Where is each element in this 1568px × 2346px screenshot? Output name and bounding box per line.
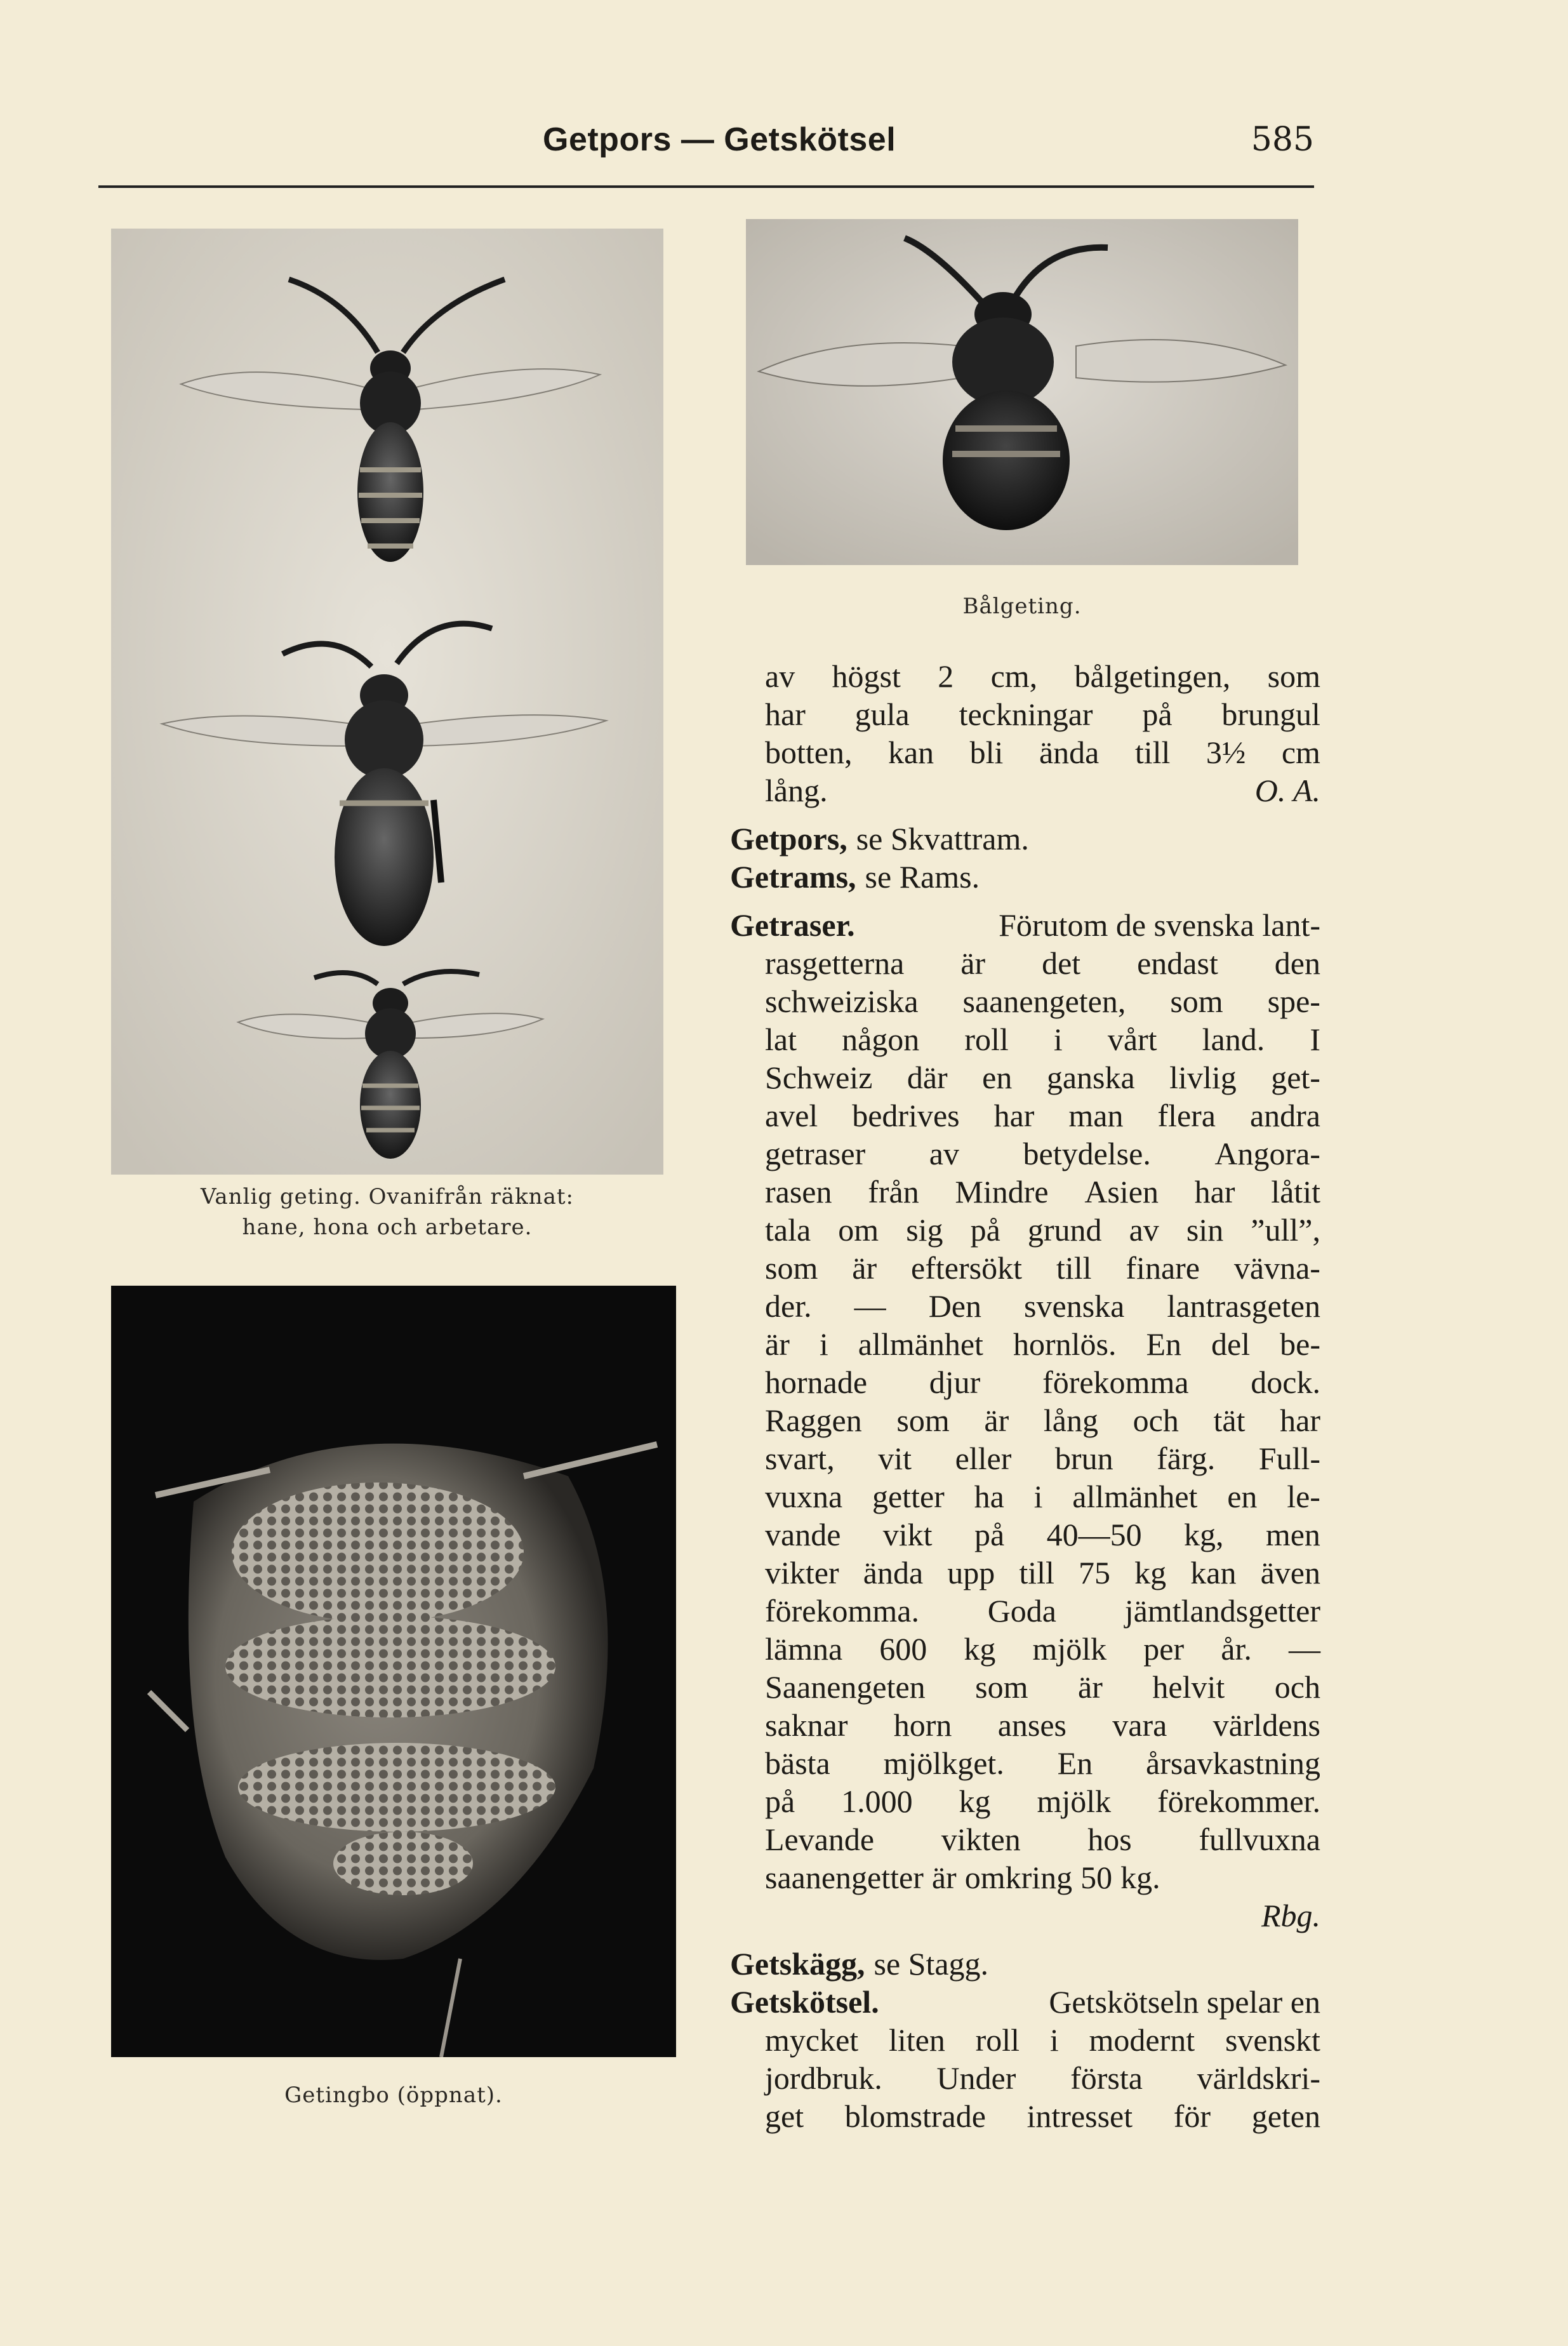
wasps-caption-line2: hane, hona och arbetare. xyxy=(242,1215,533,1240)
entry-getpors xyxy=(730,820,1320,858)
text-line: hornade djur förekomma dock. xyxy=(765,1364,1320,1400)
entry-getskotsel xyxy=(730,1983,1320,2021)
entry-getraser xyxy=(730,906,1320,944)
running-title: Getpors — Getskötsel xyxy=(543,121,896,158)
text-line: getraser av betydelse. Angora- xyxy=(765,1136,1320,1171)
article-column xyxy=(730,657,1320,2135)
signature: Rbg. xyxy=(1261,1898,1320,1933)
text-line: avel bedrives har man flera andra xyxy=(765,1098,1320,1133)
text-line: förekomma. Goda jämtlandsgetter xyxy=(765,1593,1320,1629)
entry-rest: se Rams. xyxy=(865,859,980,895)
text-line: Saanengeten som är helvit och xyxy=(765,1669,1320,1705)
text-line: lat någon roll i vårt land. I xyxy=(765,1022,1320,1057)
text-line: bästa mjölkget. En årsavkastning xyxy=(765,1745,1320,1781)
entry-term: Getrams, xyxy=(730,859,856,895)
text-line: vuxna getter ha i allmänhet en le- xyxy=(765,1479,1320,1514)
signature: O. A. xyxy=(1254,773,1320,808)
entry-rest: se Skvattram. xyxy=(856,821,1029,856)
getskotsel-body xyxy=(730,2021,1320,2135)
entry-rest: Getskötseln spelar en xyxy=(1049,1984,1320,2020)
entry-term: Getpors, xyxy=(730,821,847,856)
text-line: saknar horn anses vara världens xyxy=(765,1707,1320,1743)
text-line: der. — Den svenska lantrasgeten xyxy=(765,1288,1320,1324)
text-line: botten, kan bli ända till 3½ cm xyxy=(765,735,1320,770)
entry-term: Getskägg, xyxy=(730,1946,865,1982)
text-line: rasgetterna är det endast den xyxy=(765,945,1320,981)
entry-rest: Förutom de svenska lant- xyxy=(999,907,1320,943)
text-line: lämna 600 kg mjölk per år. — xyxy=(765,1631,1320,1667)
text-line: på 1.000 kg mjölk förekommer. xyxy=(765,1783,1320,1819)
wasps-caption-line1: Vanlig geting. Ovanifrån räknat: xyxy=(201,1184,574,1210)
nest-caption: Getingbo (öppnat). xyxy=(284,2083,503,2108)
page-header xyxy=(98,121,1314,171)
text-line: är i allmänhet hornlös. En del be- xyxy=(765,1326,1320,1362)
entry-getskagg xyxy=(730,1945,1320,1983)
page-number: 585 xyxy=(1251,121,1314,159)
text-line: som är eftersökt till finare vävna- xyxy=(765,1250,1320,1286)
text-line-word: lång. xyxy=(765,773,828,808)
text-line xyxy=(730,771,1320,810)
text-line: tala om sig på grund av sin ”ull”, xyxy=(765,1212,1320,1248)
text-line: svart, vit eller brun färg. Full- xyxy=(765,1441,1320,1476)
entry-getrams xyxy=(730,858,1320,896)
text-line: saanengetter är omkring 50 kg. xyxy=(765,1860,1160,1895)
text-line: schweiziska saanengeten, som spe- xyxy=(765,983,1320,1019)
text-line: vande vikt på 40—50 kg, men xyxy=(765,1517,1320,1552)
header-rule xyxy=(98,185,1314,188)
hornet-caption: Bålgeting. xyxy=(962,594,1082,619)
wasps-caption xyxy=(111,1184,663,1240)
hornet-photo xyxy=(746,219,1298,565)
text-line: mycket liten roll i modernt svenskt xyxy=(765,2022,1320,2058)
text-line: av högst 2 cm, bålgetingen, som xyxy=(765,658,1320,694)
text-line: get blomstrade intresset för geten xyxy=(765,2098,1320,2134)
entry-term: Getskötsel. xyxy=(730,1984,879,2020)
entry-rest: se Stagg. xyxy=(874,1946,989,1982)
text-line: Raggen som är lång och tät har xyxy=(765,1403,1320,1438)
text-line: rasen från Mindre Asien har låtit xyxy=(765,1174,1320,1210)
wasps-photo xyxy=(111,229,663,1175)
text-line: jordbruk. Under första världskri- xyxy=(765,2060,1320,2096)
getraser-body xyxy=(730,944,1320,1896)
text-line: Levande vikten hos fullvuxna xyxy=(765,1822,1320,1857)
text-line: Schweiz där en ganska livlig get- xyxy=(765,1060,1320,1095)
nest-photo xyxy=(111,1286,676,2057)
text-line: har gula teckningar på brungul xyxy=(765,696,1320,732)
text-line: vikter ända upp till 75 kg kan även xyxy=(765,1555,1320,1590)
entry-term: Getraser. xyxy=(730,907,855,943)
